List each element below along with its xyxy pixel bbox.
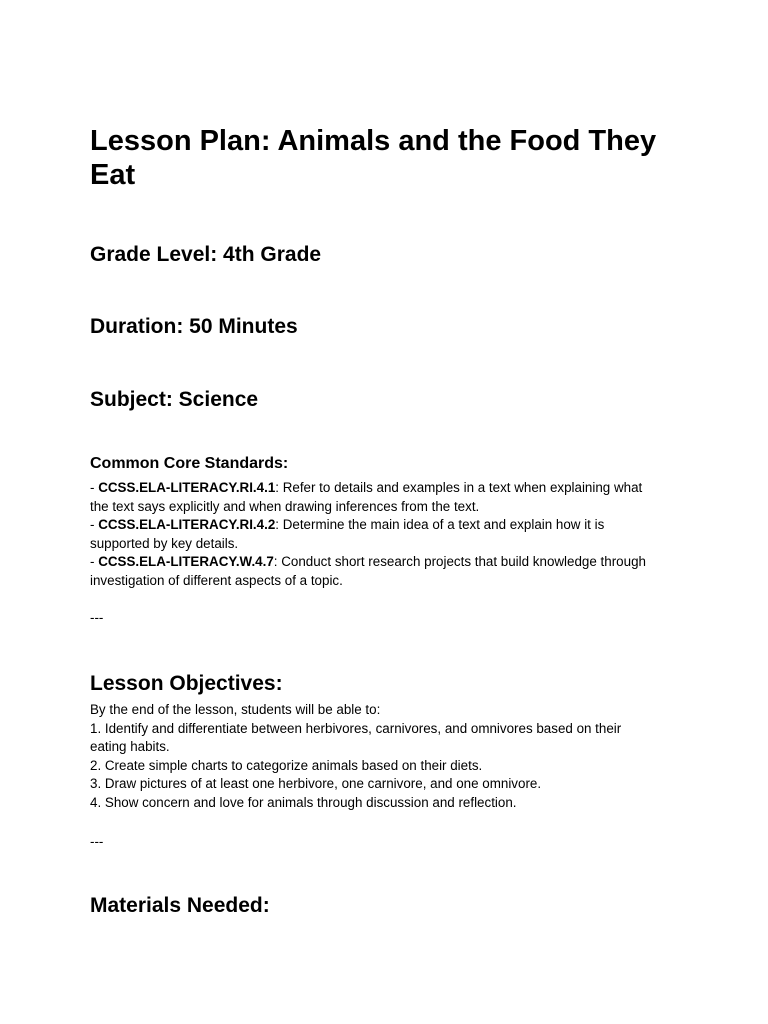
subject-heading: Subject: Science bbox=[90, 388, 259, 411]
standard-item-3-line-1: - CCSS.ELA-LITERACY.W.4.7: Conduct short research projects that build knowledge through bbox=[90, 554, 646, 570]
section-divider-2: --- bbox=[90, 834, 104, 849]
materials-heading: Materials Needed: bbox=[90, 894, 270, 917]
standards-list bbox=[90, 479, 680, 591]
objectives-list bbox=[90, 701, 680, 813]
objectives-heading: Lesson Objectives: bbox=[90, 672, 283, 695]
standard-code-1: CCSS.ELA-LITERACY.RI.4.1 bbox=[98, 480, 276, 495]
objective-item-4: 4. Show concern and love for animals through discussion and reflection. bbox=[90, 794, 517, 810]
objective-item-2: 2. Create simple charts to categorize animals based on their diets. bbox=[90, 757, 483, 773]
grade-level-heading: Grade Level: 4th Grade bbox=[90, 243, 322, 266]
standard-code-3: CCSS.ELA-LITERACY.W.4.7 bbox=[98, 554, 274, 570]
standards-heading: Common Core Standards: bbox=[90, 455, 289, 472]
standard-code-2: CCSS.ELA-LITERACY.RI.4.2 bbox=[98, 517, 276, 533]
duration-heading: Duration: 50 Minutes bbox=[90, 315, 298, 338]
standard-item-2-line-2: supported by key details. bbox=[90, 535, 239, 551]
standard-item-1-line-2: the text says explicitly and when drawing inferences from the text. bbox=[90, 498, 480, 514]
standard-item-3-line-2: investigation of different aspects of a topic. bbox=[90, 572, 343, 588]
standard-item-1-line-1: - CCSS.ELA-LITERACY.RI.4.1: Refer to details and examples in a text when explaining what bbox=[90, 480, 643, 495]
section-divider-1: --- bbox=[90, 610, 104, 625]
objective-item-1-line-1: 1. Identify and differentiate between herbivores, carnivores, and omnivores based on their bbox=[90, 720, 622, 736]
document-title: Lesson Plan: Animals and the Food They Eat bbox=[90, 125, 657, 191]
objective-item-3: 3. Draw pictures of at least one herbivore, one carnivore, and one omnivore. bbox=[90, 776, 542, 792]
standard-item-2-line-1: - CCSS.ELA-LITERACY.RI.4.2: Determine the main idea of a text and explain how it is bbox=[90, 517, 605, 533]
objectives-intro: By the end of the lesson, students will be able to: bbox=[90, 702, 381, 717]
objective-item-1-line-2: eating habits. bbox=[90, 739, 170, 755]
